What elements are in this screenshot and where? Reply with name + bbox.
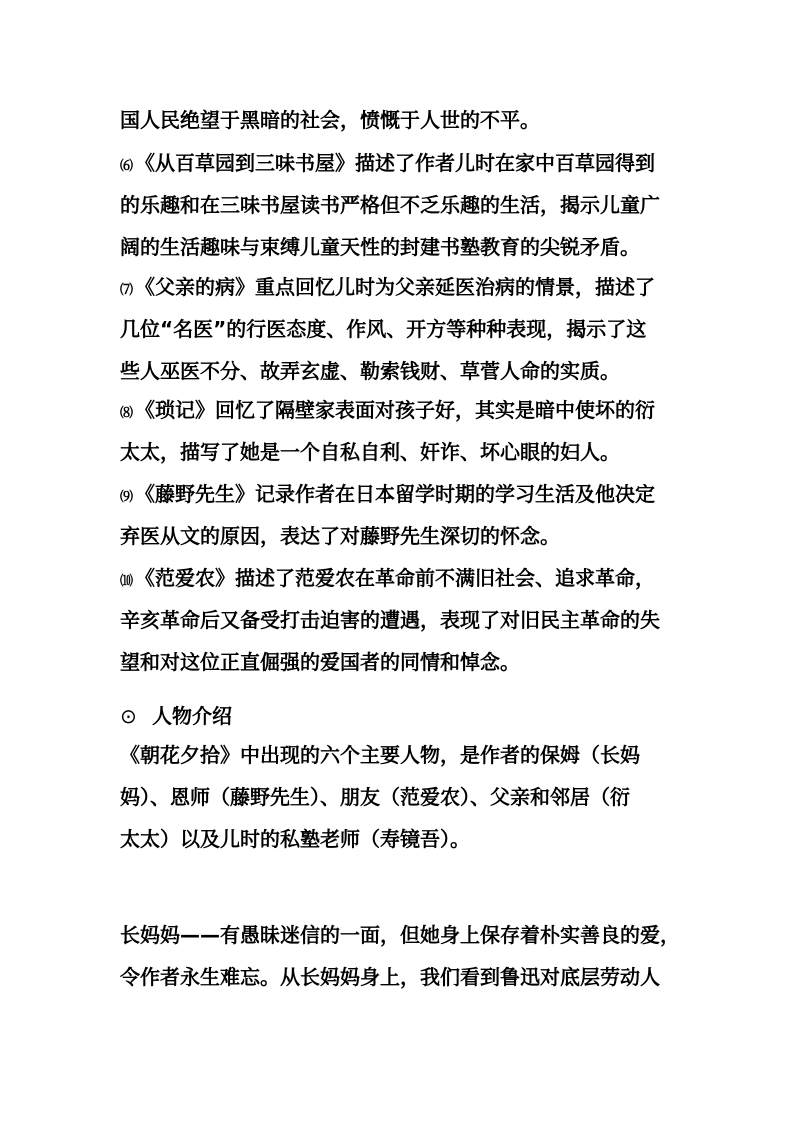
list-item-line: 望和对这位正直倔强的爱国者的同情和悼念。 bbox=[120, 650, 520, 674]
item-text: 《琐记》回忆了隔壁家表面对孩子好，其实是暗中使坏的衍 bbox=[135, 398, 656, 422]
list-item-line: 的乐趣和在三味书屋读书严格但不乏乐趣的生活，揭示儿童广 bbox=[120, 193, 660, 217]
list-item-line bbox=[120, 568, 655, 588]
section-title: 人物介绍 bbox=[152, 704, 232, 728]
paragraph-line: 《朝花夕拾》中出现的六个主要人物，是作者的保姆（长妈 bbox=[120, 743, 640, 767]
item-text: 《范爱农》描述了范爱农在革命前不满旧社会、追求革命， bbox=[135, 566, 656, 590]
item-number: ⑹ bbox=[120, 159, 134, 174]
paragraph-line: 令作者永生难忘。从长妈妈身上，我们看到鲁迅对底层劳动人 bbox=[120, 965, 660, 989]
circle-dot-icon: ⊙ bbox=[120, 704, 137, 728]
paragraph-line: 国人民绝望于黑暗的社会，愤慨于人世的不平。 bbox=[120, 108, 540, 132]
paragraph-line: 妈）、恩师（藤野先生）、朋友（范爱农）、父亲和邻居（衍 bbox=[120, 785, 630, 809]
item-text: 《从百草园到三味书屋》描述了作者儿时在家中百草园得到 bbox=[135, 151, 656, 175]
item-number: ⑺ bbox=[120, 283, 134, 298]
list-item-line: 弃医从文的原因，表达了对藤野先生深切的怀念。 bbox=[120, 524, 560, 548]
item-number: ⑼ bbox=[120, 490, 134, 505]
list-item-line: 些人巫医不分、故弄玄虚、勒索钱财、草菅人命的实质。 bbox=[120, 359, 620, 383]
paragraph-line: 太太）以及儿时的私塾老师（寿镜吾）。 bbox=[120, 827, 470, 851]
list-item-line bbox=[120, 484, 655, 504]
section-heading bbox=[120, 706, 232, 726]
list-item-line: 阔的生活趣味与束缚儿童天性的封建书塾教育的尖锐矛盾。 bbox=[120, 235, 640, 259]
list-item-line bbox=[120, 153, 655, 173]
list-item-line bbox=[120, 277, 655, 297]
paragraph-line: 长妈妈——有愚昧迷信的一面，但她身上保存着朴实善良的爱， bbox=[120, 923, 680, 947]
list-item-line bbox=[120, 400, 655, 420]
item-text: 《父亲的病》重点回忆儿时为父亲延医治病的情景，描述了 bbox=[135, 275, 656, 299]
item-number: ⑽ bbox=[120, 574, 134, 589]
item-text: 《藤野先生》记录作者在日本留学时期的学习生活及他决定 bbox=[135, 482, 656, 506]
list-item-line: 辛亥革命后又备受打击迫害的遭遇，表现了对旧民主革命的失 bbox=[120, 608, 660, 632]
list-item-line: 太太，描写了她是一个自私自利、奸诈、坏心眼的妇人。 bbox=[120, 440, 620, 464]
item-number: ⑻ bbox=[120, 406, 134, 421]
list-item-line: 几位“名医”的行医态度、作风、开方等种种表现，揭示了这 bbox=[120, 317, 647, 341]
